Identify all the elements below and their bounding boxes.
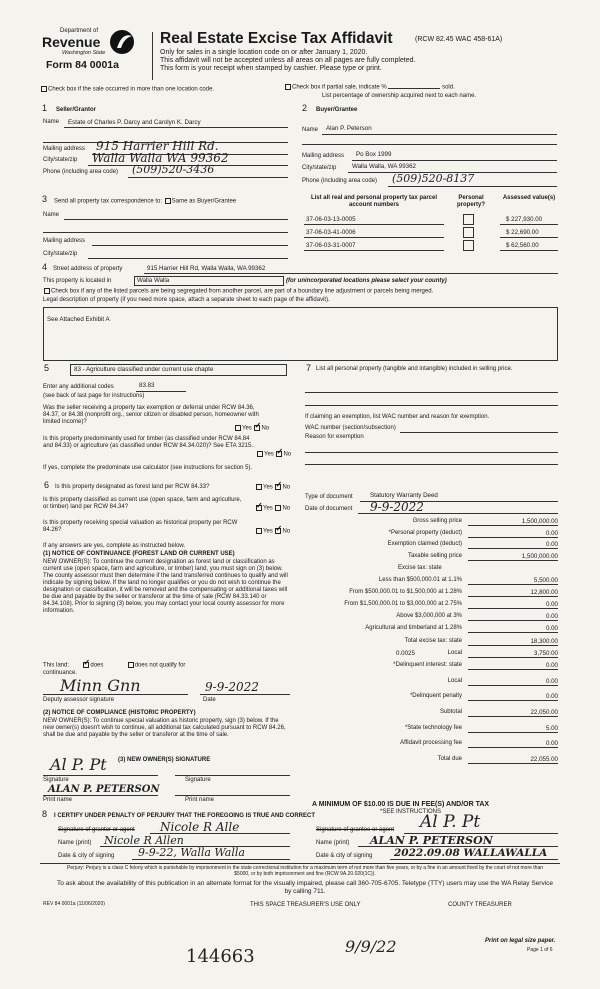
seller-phone-label: Phone (including area code)	[43, 169, 119, 175]
grantor-signature[interactable]: Nicole R Alle	[160, 820, 240, 834]
handwritten-date: 9/9/22	[345, 937, 397, 956]
seller-city[interactable]: Walla Walla WA 99362	[92, 151, 229, 165]
header-line3: This form is your receipt when stamped by cashier. Please type or print.	[160, 65, 382, 72]
exemption-yes-no	[234, 425, 269, 433]
rcw-reference: (RCW 82.45 WAC 458-61A)	[415, 36, 503, 43]
correspondence-row	[54, 198, 236, 206]
grantee-name-print-label: Name (print)	[316, 840, 350, 846]
yes-label: Yes	[264, 451, 274, 458]
legal-paper-note: Print on legal size paper.	[485, 938, 556, 944]
local-rate[interactable]: 0.0025	[396, 649, 415, 657]
exemption-reason-label: Reason for exemption	[305, 434, 364, 440]
county-treasurer: COUNTY TREASURER	[448, 902, 512, 908]
does-label: does	[90, 662, 104, 669]
dept-line3: Washington State	[62, 50, 106, 56]
page-number: Page 1 of 6	[527, 947, 553, 953]
legal-description-value: See Attached Exhibit A	[47, 316, 110, 323]
header-line1: Only for sales in a single location code on or after January 1, 2020.	[160, 49, 368, 56]
buyer-name[interactable]: Alan P. Peterson	[326, 125, 372, 132]
seller-name[interactable]: Estate of Charles P. Darcy and Carolyn K. Darcy	[68, 119, 201, 126]
print-name-label-1: Print name	[43, 797, 73, 803]
corr-city-label: City/state/zip	[43, 251, 78, 257]
timber-yes-no	[256, 451, 291, 459]
location-select[interactable]: Walla Walla	[134, 276, 284, 286]
alternate-format-note: To ask about the availability of this publication in an alternate format for the visually impaired, please call 360-705-6705. Teletype (TTY) users may use the WA Relay Service by calling 711.	[56, 880, 554, 895]
list-pct-label: List percentage of ownership acquired next to each name.	[322, 93, 477, 99]
corr-mailing-label: Mailing address	[43, 238, 86, 244]
tax-row-value[interactable]: 0.00	[545, 613, 558, 621]
multi-location-label: Check box if the sale occurred in more than one location code.	[48, 86, 215, 93]
parcel-number[interactable]: 37-06-03-31-0007	[306, 242, 356, 249]
tax-row-label: Subtotal	[439, 708, 462, 715]
unincorp-note: (for unincorporated locations please select your county)	[286, 278, 447, 284]
assessed-value[interactable]: $ 227,930.00	[506, 216, 543, 223]
multi-location-checkbox[interactable]	[41, 86, 47, 92]
tax-row-value[interactable]: 1,500,000.00	[521, 553, 558, 561]
tax-row-value[interactable]: 0.00	[545, 740, 558, 748]
sold-label: sold.	[442, 84, 455, 91]
current-use-question: Is this property classified as current use (open space, farm and agriculture, or timber) land per RCW 84.34?	[43, 497, 242, 510]
current-use-no-checkbox[interactable]	[275, 505, 281, 511]
tax-row-value[interactable]: 0.00	[545, 541, 558, 549]
parcels-col1-header: List all real and personal property tax parcel account numbers	[310, 195, 438, 208]
section-6-number: 6	[44, 480, 50, 490]
street-address[interactable]: 915 Harrier Hill Rd, Walla Walla, WA 99362	[147, 265, 266, 272]
new-owner-print-name[interactable]: ALAN P. PETERSON	[48, 784, 160, 795]
tax-row-label: From $1,500,000.01 to $3,000,000 at 2.75%	[344, 600, 462, 607]
tax-row-value[interactable]: 0.00	[545, 625, 558, 633]
timber-question	[43, 436, 258, 450]
exemption-question-text: Was the seller receiving a property tax exemption or deferral under RCW 84.36, 84.37, or 84.38 (nonprofit org., senior citizen or disabled person, homeowner with limited income)?	[43, 405, 259, 425]
tax-row-label: Total excise tax: state	[404, 637, 462, 644]
deputy-signature[interactable]: Minn Gnn	[60, 676, 141, 695]
same-as-buyer-checkbox[interactable]	[165, 198, 171, 204]
grantor-date-city[interactable]: 9-9-22, Walla Walla	[138, 846, 245, 859]
tax-row-label: *Personal property (deduct)	[388, 529, 462, 536]
doc-type-label: Type of document	[305, 494, 353, 500]
legal-description-box[interactable]	[43, 307, 558, 361]
tax-row-value[interactable]: 5.00	[545, 724, 558, 732]
tax-row-value[interactable]: 1,500,000.00	[521, 518, 558, 525]
same-as-buyer-label: Same as Buyer/Grantee	[171, 198, 237, 205]
personal-property-checkbox[interactable]	[463, 214, 474, 225]
buyer-heading: Buyer/Grantee	[316, 107, 358, 113]
dept-line1: Department of	[60, 28, 99, 34]
grantee-date-city-label: Date & city of signing	[316, 853, 373, 859]
excise-state-header: Excise tax: state	[398, 564, 442, 571]
sig-grantor-label: Signature of grantor or agent	[58, 827, 135, 833]
tax-row-label: Exemption claimed (deduct)	[387, 541, 462, 548]
section-8-number: 8	[42, 809, 48, 819]
buyer-phone[interactable]: (509)520-8137	[392, 172, 475, 185]
revision-number: REV 84 0001a (11/06/2020)	[43, 901, 105, 907]
tax-row-label: *Delinquent penalty	[409, 693, 462, 700]
tax-row-value[interactable]: 12,800.00	[530, 588, 558, 596]
tax-row-value[interactable]: 18,300.00	[530, 637, 558, 645]
tax-row-label: *Delinquent interest: state	[393, 662, 462, 669]
notice-continuance-title: (1) NOTICE OF CONTINUANCE (FOREST LAND OR CURRENT USE)	[43, 551, 235, 557]
tax-row-value[interactable]: 0.00	[545, 529, 558, 537]
grantee-date-city[interactable]: 2022.09.08 WALLAWALLA	[394, 847, 548, 859]
forest-no-checkbox[interactable]	[275, 484, 281, 490]
historic-question: Is this property receiving special valuation as historical property per RCW 84.26?	[43, 520, 238, 533]
buyer-city[interactable]: Walla Walla, WA 99362	[352, 163, 416, 170]
continuance-label: continuance.	[43, 670, 78, 676]
grantor-name-print-label: Name (print)	[58, 840, 92, 846]
deputy-date-label: Date	[203, 697, 216, 703]
no-label: No	[261, 425, 270, 432]
forest-yes-no	[255, 484, 290, 492]
parcels-col3-header: Assessed value(s)	[502, 195, 556, 201]
tax-row-value[interactable]: 22,055.00	[530, 755, 558, 763]
exemption-no-checkbox[interactable]	[254, 425, 260, 431]
section-5-number: 5	[44, 363, 50, 373]
tax-row-value[interactable]: 22,050.00	[530, 708, 558, 716]
dept-line2: Revenue	[42, 34, 101, 50]
handwritten-number: 144663	[186, 946, 255, 967]
yes-label: Yes	[263, 505, 273, 512]
no-label: No	[282, 528, 291, 535]
tax-row-label: Total due	[437, 755, 462, 762]
revenue-logo-icon	[108, 28, 138, 56]
additional-codes[interactable]: 83.83	[139, 382, 155, 389]
seller-phone[interactable]: (509)520-3436	[132, 163, 215, 176]
assessed-value[interactable]: $ 22,690.00	[506, 229, 539, 236]
buyer-mailing[interactable]: Po Box 1999	[356, 151, 392, 158]
tax-row-value[interactable]: 3,750.00	[533, 649, 558, 657]
tax-row-label: *State technology fee	[404, 724, 462, 731]
certify-statement: I CERTIFY UNDER PENALTY OF PERJURY THAT THE FOREGOING IS TRUE AND CORRECT	[54, 813, 316, 819]
buyer-mailing-label: Mailing address	[302, 153, 345, 159]
yes-label: Yes	[263, 484, 273, 491]
does-qualify-checkbox[interactable]	[83, 662, 89, 668]
street-label: Street address of property	[53, 266, 123, 272]
tax-row-label: Less than $500,000.01 at 1.1%	[378, 576, 462, 583]
tax-row-label: Agricultural and timberland at 1.28%	[365, 625, 462, 632]
tax-row-label: Local	[447, 677, 462, 684]
yes-label: Yes	[263, 528, 273, 535]
footer-divider	[40, 863, 560, 864]
notice-compliance-text: NEW OWNER(S): To continue special valuation as historic property, sign (3) below. If the new owner(s) doesn't wish to continue, all additional tax calculated pursuant to RCW 84.26, shall be due and payable by the seller or transferor at the time of sale.	[43, 718, 286, 738]
doc-date[interactable]: 9-9-2022	[370, 500, 424, 514]
tax-row-label: Local	[447, 649, 462, 656]
seller-mailing[interactable]: 915 Harrier Hill Rd.	[96, 139, 219, 153]
tax-row-value[interactable]: 0.00	[545, 600, 558, 608]
grantor-print-name[interactable]: Nicole R Allen	[104, 834, 184, 847]
tax-row-label: Affidavit processing fee	[400, 740, 462, 747]
segregated-row	[43, 288, 563, 296]
section-4-number: 4	[42, 262, 48, 272]
header-line2: This affidavit will not be accepted unless all areas on all pages are fully completed.	[160, 57, 416, 64]
buyer-name-label: Name	[302, 127, 319, 133]
tax-row-label: From $500,000.01 to $1,500,000 at 1.28%	[349, 588, 462, 595]
notice-compliance-title: (2) NOTICE OF COMPLIANCE (HISTORIC PROPERTY)	[43, 710, 196, 716]
header-divider	[152, 32, 153, 80]
personal-property-checkbox[interactable]	[463, 240, 474, 251]
legal-description-label: Legal description of property (if you need more space, attach a separate sheet to each page of the affidavit).	[43, 297, 330, 303]
tax-row-value[interactable]: 5,500.00	[533, 576, 558, 584]
additional-codes-label: Enter any additional codes	[43, 384, 114, 390]
sig-grantee-label: Signature of grantee or agent	[316, 827, 395, 833]
deputy-date[interactable]: 9-9-2022	[205, 680, 259, 694]
multi-location-row	[40, 86, 214, 94]
seller-name-label: Name	[43, 119, 60, 125]
land-use-code-select[interactable]: 83 - Agriculture classified under current use chapte	[70, 364, 287, 376]
current-use-yes-checkbox[interactable]	[256, 505, 262, 511]
historic-yes-checkbox[interactable]	[256, 528, 262, 534]
buyer-city-label: City/state/zip	[302, 165, 337, 171]
section-2-number: 2	[302, 103, 308, 113]
timber-question-text: Is this property predominantly used for timber (as classified under RCW 84.84 and 84.33) or agriculture (as classified under RCW 84.34.020)? See ETA 3215.	[43, 436, 254, 449]
forest-land-question: Is this property designated as forest land per RCW 84.33?	[55, 484, 210, 490]
partial-sale-label: Check box if partial sale, indicate %	[292, 84, 387, 91]
no-label: No	[282, 484, 291, 491]
parcels-col2-header: Personal property?	[456, 195, 485, 208]
exemption-question	[43, 405, 265, 426]
yes-label: Yes	[242, 425, 252, 432]
located-label: This property is located in	[43, 278, 112, 284]
predominate-use-note: If yes, complete the predominate use calculator (see instructions for section 5).	[43, 465, 253, 471]
partial-sale-row	[284, 84, 455, 92]
correspondence-label: Send all property tax correspondence to:	[54, 198, 163, 205]
department-logo	[40, 28, 150, 80]
this-land-label: This land:	[43, 662, 70, 669]
seller-city-label: City/state/zip	[43, 157, 78, 163]
grantor-date-city-label: Date & city of signing	[58, 853, 115, 859]
wac-number-label: WAC number (section/subsection)	[305, 425, 396, 431]
parcel-number[interactable]: 37-06-03-13-0005	[306, 216, 356, 223]
tax-row-label: Gross selling price	[412, 518, 462, 524]
partial-pct-field[interactable]	[388, 88, 440, 89]
exemption-yes-checkbox[interactable]	[235, 425, 241, 431]
see-instructions-note: *SEE INSTRUCTIONS	[380, 809, 442, 815]
tax-row-label: Above $3,000,000 at 3%	[396, 613, 462, 620]
grantee-print-name[interactable]: ALAN P. PETERSON	[370, 834, 493, 847]
grantee-signature[interactable]: Al P. Pt	[420, 812, 481, 832]
tax-row-label: Taxable selling price	[407, 553, 462, 560]
tax-row-value[interactable]: 0.00	[545, 677, 558, 685]
notice-continuance-text: NEW OWNER(S): To continue the current designation as forest land or classification as current use (open space, farm and agriculture, or timber) land, you must sign on (3) below. The county assessor must then determine if the land transferred continues to qualify and will indicate by signing below. If the land no longer qualifies or you do not wish to continue the designation or classification, it will be removed and the compensating or additional taxes will be due and payable by the seller or transferor at the time of sale (RCW 84.33.140 or 84.34.108). Prior to signing (3) below, you may contact your local county assessor for more information.	[43, 559, 288, 614]
seller-heading: Seller/Grantor	[56, 107, 97, 113]
see-back-note: (see back of last page for instructions)	[43, 393, 145, 399]
does-not-qualify-checkbox[interactable]	[128, 662, 134, 668]
treasurer-use-only: THIS SPACE TREASURER'S USE ONLY	[250, 902, 361, 908]
signature-label-1: Signature	[43, 777, 69, 783]
doc-date-label: Date of document	[305, 506, 353, 512]
deputy-sig-label: Deputy assessor signature	[43, 697, 115, 703]
buyer-phone-label: Phone (including area code)	[302, 178, 378, 184]
new-owner-signature[interactable]: Al P. Pt	[50, 755, 107, 774]
assessed-value[interactable]: $ 62,560.00	[506, 242, 539, 249]
seller-mailing-label: Mailing address	[43, 146, 86, 152]
new-owner-sig-title: (3) NEW OWNER(S) SIGNATURE	[118, 757, 211, 763]
section-1-number: 1	[42, 103, 48, 113]
no-label: No	[283, 451, 292, 458]
parcel-number[interactable]: 37-06-03-41-0006	[306, 229, 356, 236]
doc-type[interactable]: Statutory Warranty Deed	[370, 492, 438, 499]
historic-no-checkbox[interactable]	[275, 528, 281, 534]
print-name-label-2: Print name	[185, 797, 215, 803]
personal-property-note: List all personal property (tangible and intangible) included in selling price.	[316, 366, 513, 372]
personal-property-checkbox[interactable]	[463, 227, 474, 238]
forest-yes-checkbox[interactable]	[256, 484, 262, 490]
minimum-due-note: A MINIMUM OF $10.00 IS DUE IN FEE(S) AND/OR TAX	[312, 801, 490, 808]
perjury-note: Perjury: Perjury is a class C felony which is punishable by imprisonment in the state correctional institution for a maximum term of not more than five years, or by a fine in an amount fixed by the court of not more than $5000, or by both imprisonment and fine (RCW 9A.20.020(1C)).	[66, 865, 544, 877]
does-not-label: does not qualify for	[134, 662, 186, 669]
section-7-number: 7	[306, 363, 312, 373]
tax-row-value[interactable]: 0.00	[545, 662, 558, 670]
this-land-row	[43, 662, 185, 670]
section-3-number: 3	[42, 194, 48, 204]
historic-yes-no	[255, 528, 290, 536]
signature-label-2: Signature	[185, 777, 211, 783]
corr-name-label: Name	[43, 212, 60, 218]
current-use-yes-no	[255, 505, 290, 513]
form-number: Form 84 0001a	[46, 59, 119, 71]
form-title: Real Estate Excise Tax Affidavit	[160, 30, 393, 47]
if-yes-note: If any answers are yes, complete as instructed below.	[43, 543, 186, 549]
partial-sale-checkbox[interactable]	[285, 84, 291, 90]
exemption-wac-note: If claiming an exemption, list WAC number and reason for exemption.	[305, 414, 490, 420]
segregated-label: Check box if any of the listed parcels are being segregated from another parcel, are part of a boundary line adjustment or parcels being merged.	[51, 288, 434, 295]
timber-no-checkbox[interactable]	[276, 451, 282, 457]
timber-yes-checkbox[interactable]	[257, 451, 263, 457]
no-label: No	[282, 505, 291, 512]
tax-row-value[interactable]: 0.00	[545, 693, 558, 701]
segregated-checkbox[interactable]	[44, 288, 50, 294]
